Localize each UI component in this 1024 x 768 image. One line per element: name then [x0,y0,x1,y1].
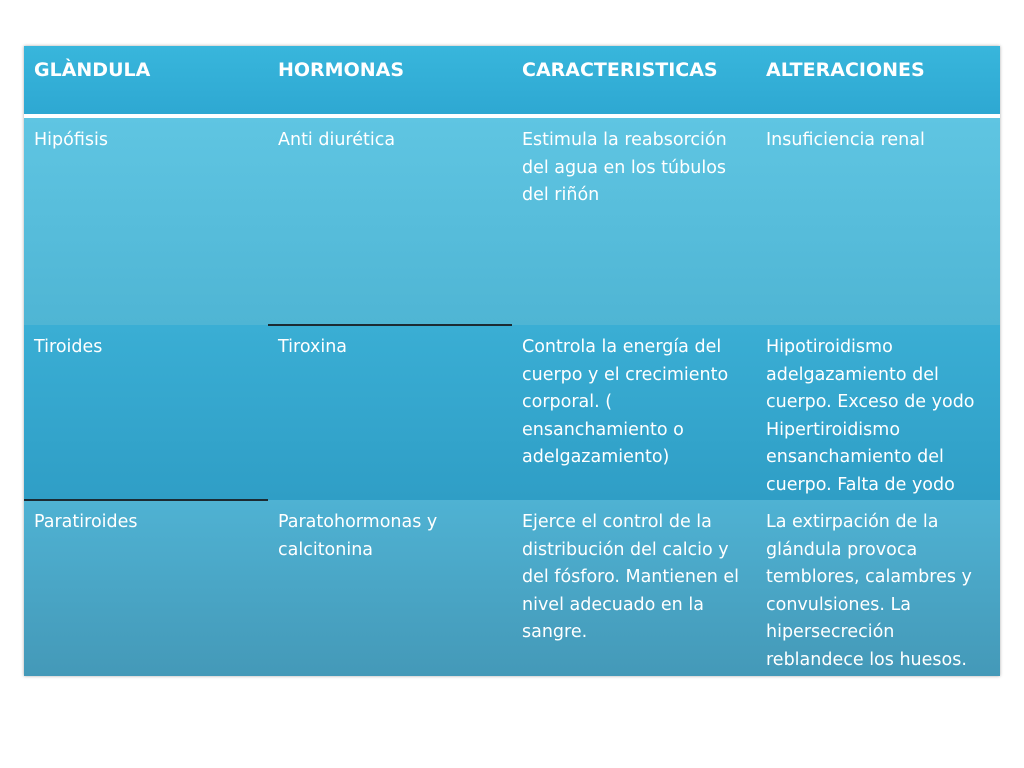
cell-glandula: Tiroides [34,337,103,357]
cell-hormonas: Tiroxina [278,337,348,357]
glands-table [24,46,1000,676]
cell-glandula: Paratiroides [34,512,138,532]
cell-glandula: Hipófisis [34,130,108,150]
cell-alteraciones: Hipotiroidismo adelgazamiento del cuerpo. Exceso de yodo Hipertiroidismo ensanchamiento del cuerpo. Falta de yodo [766,337,975,495]
table-row [24,325,1000,500]
cell-caracteristicas: Controla la energía del cuerpo y el crecimiento corporal. ( ensanchamiento o adelgazamiento) [522,337,729,467]
header-glandula: GLÀNDULA [34,59,151,81]
cell-alteraciones: Insuficiencia renal [766,130,925,150]
cell-alteraciones: La extirpación de la glándula provoca temblores, calambres y convulsiones. La hipersecreción reblandece los huesos. [766,512,972,670]
table-row [24,500,1000,676]
header-caracteristicas: CARACTERISTICAS [522,59,718,81]
header-hormonas: HORMONAS [278,59,405,81]
cell-caracteristicas: Estimula la reabsorción del agua en los túbulos del riñón [522,130,727,205]
table-header-row [24,46,1000,118]
row-divider [24,499,268,501]
table-row [24,118,1000,325]
cell-hormonas: Anti diurética [278,130,396,150]
cell-hormonas: Paratohormonas y calcitonina [278,512,438,560]
cell-caracteristicas: Ejerce el control de la distribución del calcio y del fósforo. Mantienen el nivel adecuado en la sangre. [522,512,740,642]
row-divider [268,324,512,326]
header-alteraciones: ALTERACIONES [766,59,925,81]
